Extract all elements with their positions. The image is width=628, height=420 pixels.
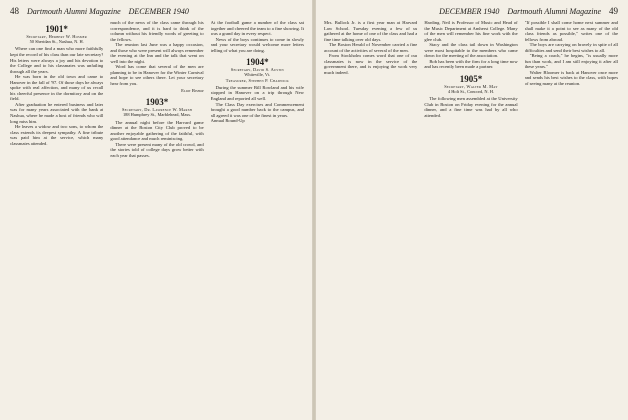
class-address: 4 Holt St., Concord, N. H. [447,89,495,95]
class-address: 188 Humphrey St., Marblehead, Mass. [122,112,192,118]
class-secretary: Secretary, Herbert W. Hosmer [26,34,87,39]
paragraph: There were present many of the old crowd, and the stories told of college days grow better with each year that passes. [110,141,204,158]
right-column-1 [324,20,417,420]
paragraph: The Class Day exercises and Commencement brought a good number back to the campus, and all agreed it was one of the finest in years. [210,101,304,118]
class-heading-1901 [10,24,103,44]
class-secretary: Secretary, Dr. Lawrence W. Marsh [122,107,192,113]
paragraph: Walter Bloomer is back at Hanover once more and sends his best wishes to the class, with hopes of seeing many at the reunion. [524,69,618,87]
class-heading-1905 [424,74,517,94]
class-year: 1901* [45,24,68,34]
right-running-title: Dartmouth Alumni Magazine [507,7,601,16]
paragraph: During the summer Bill Rowland and his wife stopped in Hanover on a trip through New England and reported all well. [210,84,304,101]
left-running-head [10,6,304,16]
paragraph: Bob has been with the firm for a long time now and has recently been made a partner. [424,58,518,70]
class-treasurer: Treasurer, Stephen P. Chadwick [225,77,289,83]
left-column-3 [211,20,304,420]
left-page-number: 48 [10,6,19,16]
left-running-title: Dartmouth Alumni Magazine [27,7,121,16]
signature: Eliot Bishop [181,87,204,93]
paragraph: much of the news of the class came through his correspondence, and it is hard to think of the column without his friendly words of greeting to the fellows. [110,20,204,42]
paragraph: Harding. Neil is Professor of Music and Head of the Music Department at Amherst College. Many of the men will remember his fine work with the glee club. [424,20,518,42]
paragraph: Annual Round-Up [210,118,245,124]
right-column-3 [525,20,618,420]
paragraph: The reunion last June was a happy occasion, and those who were present will always remember the evening at the Inn and the talk that went on well into the night. [110,42,204,64]
class-heading-1904 [211,57,304,83]
paragraph: Word has come that several of the men are planning to be in Hanover for the Winter Carnival and hope to see others there. Let your secretary hear from you. [110,64,204,87]
paragraph: The boys are carrying on bravely in spite of all difficulties and send their best wishes to all. [524,42,618,53]
paragraph: "If possible I shall come home next summer and shall make it a point to see as many of the old class friends as possible," writes one of the fellows from abroad. [524,20,618,42]
paragraph: "Being a coach," he begins, "is usually more fun than work, and I am still enjoying it after all these years." [524,53,618,70]
left-columns [10,20,304,420]
class-year: 1904* [246,57,269,68]
right-issue-date: DECEMBER 1940 [439,7,500,16]
left-column-2 [110,20,203,420]
class-year: 1905* [459,73,483,84]
right-column-2 [424,20,517,420]
class-address: 50 Sheridan St., Nashua, N. H. [29,39,84,45]
right-page-number: 49 [609,6,618,16]
paragraph: Where can one find a man who more faithfully kept the record of his class than our late secretary? His letters were always a joy and his devotion to the College and to his classmates was unfailing through all the years. [10,46,104,74]
paragraph: The Boston Herald of November carried a fine account of the activities of several of the men. [324,42,418,53]
right-running-head [324,6,618,16]
class-heading-1903 [110,97,203,117]
paragraph: From Stockholm comes word that one of our classmates is now in the service of the government there, and is enjoying the work very much indeed. [324,53,418,75]
right-columns [324,20,618,420]
class-year: 1903* [145,97,169,108]
paragraph: The following men assembled at the University Club in Boston on Friday evening for the annual dinner, and a fine time was had by all who attended. [424,96,518,118]
paragraph: Stacy and the class tail down in Washington were most hospitable to the members who came down for the meeting of the association. [424,42,518,59]
paragraph: At the football game a number of the class sat together and cheered the team to a fine showing. It was a grand day in every respect. [210,20,304,37]
class-address: Whiteville, Vt. [244,72,271,78]
class-secretary: Secretary, Walter M. May [444,83,498,89]
paragraph: He was born in the old town and came to Hanover in the fall of '97. Of those days he always spoke with real affection, and many of us recall his cheerful presence in the dormitory and on the field. [10,74,104,102]
class-secretary: Secretary, David S. Austin [230,67,284,73]
left-page [0,0,312,420]
right-page [316,0,628,420]
paragraph: The annual night before the Harvard game dinner at the Boston City Club proved to be another enjoyable gathering of the faithful, with good attendance and much reminiscing. [110,119,204,142]
paragraph: Mrs. Bullock Jr. is a first year man at Harvard Law School. Tuesday evening a few of us gathered at the home of one of the class and had a fine time talking over old days. [324,20,418,42]
left-issue-date: DECEMBER 1940 [128,7,189,16]
left-column-1 [10,20,103,420]
paragraph: News of the boys continues to come in slowly and your secretary would welcome more letters telling of what you are doing. [210,36,304,53]
paragraph: He leaves a widow and two sons, to whom the class extends its deepest sympathy. A fine tribute was paid him at the service, which many classmates attended. [10,124,104,146]
paragraph: After graduation he entered business and later was for many years associated with the bank at Nashua, where he made a host of friends who will long miss him. [10,101,104,124]
